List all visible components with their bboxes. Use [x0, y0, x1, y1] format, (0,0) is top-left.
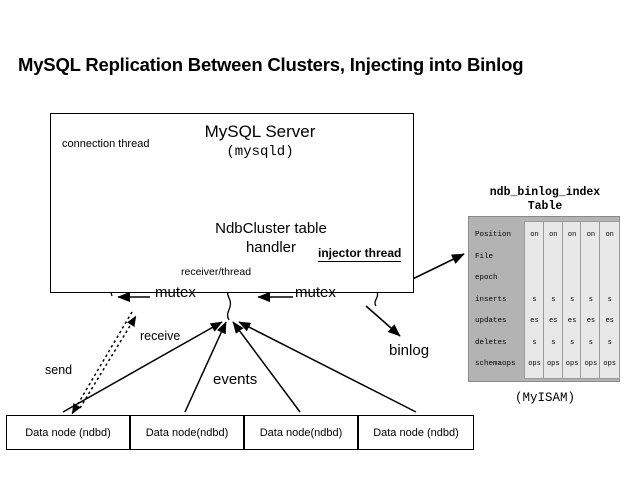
receive-label: receive	[140, 329, 181, 343]
table-cell: s	[551, 295, 556, 304]
table-cell: es	[530, 317, 539, 325]
table-cell: s	[588, 338, 593, 347]
connection-thread-label: connection thread	[62, 138, 150, 150]
table-cell: s	[588, 295, 593, 304]
table-cell: s	[551, 338, 556, 347]
table-cell: es	[549, 317, 558, 325]
table-cell: on	[530, 231, 539, 239]
table-cell: ops	[603, 360, 616, 368]
data-node-1-label: Data node (ndbd)	[25, 426, 111, 439]
receiver-thread-label: receiver/thread	[181, 266, 252, 278]
myisam-engine-text: (MyISAM)	[514, 391, 575, 405]
mysql-server-label: MySQL Server	[204, 122, 316, 141]
table-row-label: File	[475, 252, 494, 261]
table-cell: s	[569, 295, 575, 304]
events-label: events	[213, 371, 258, 388]
mysqld-process-label: (mysqld)	[226, 144, 294, 160]
data-node-4-label: Data node (ndbd)	[373, 426, 459, 439]
ndb-binlog-index-title-line2: Table	[527, 200, 563, 213]
table-row-label: inserts	[475, 295, 507, 304]
table-cell: ops	[528, 360, 541, 368]
table-cell: on	[567, 231, 577, 239]
table-cell: ops	[584, 360, 598, 368]
data-node-4[interactable]	[358, 415, 474, 450]
mutex-right-label: mutex	[295, 284, 336, 301]
ndb-binlog-index-title-line1: ndb_binlog_index	[489, 186, 601, 199]
send-label: send	[45, 363, 73, 377]
table-cell: on	[549, 231, 558, 239]
table-row-label: updates	[475, 317, 507, 325]
table-cell: s	[607, 295, 612, 304]
table-row-label: schemaops	[475, 360, 516, 368]
data-node-1[interactable]	[6, 415, 130, 450]
table-cell: ops	[546, 360, 560, 368]
table-cell: s	[532, 295, 537, 304]
handler-label: handler	[245, 239, 297, 256]
injector-thread-label: injector thread	[318, 246, 402, 260]
table-cell: on	[586, 231, 596, 239]
table-row-label: epoch	[475, 274, 498, 282]
table-cell: on	[605, 231, 614, 239]
data-node-2[interactable]	[130, 415, 244, 450]
data-node-2-label: Data node(ndbd)	[145, 426, 229, 439]
table-row-label: deletes	[475, 338, 507, 347]
myisam-engine-label	[458, 390, 632, 405]
table-cell: s	[569, 338, 575, 347]
binlog-label: binlog	[389, 342, 430, 359]
ndb-binlog-index-table	[468, 216, 620, 382]
table-cell: s	[607, 338, 612, 347]
page-title: MySQL Replication Between Clusters, Injecting into Binlog	[18, 54, 524, 75]
data-node-3-label: Data node(ndbd)	[259, 426, 343, 439]
table-cell: es	[567, 317, 577, 325]
table-cell: s	[532, 338, 537, 347]
table-cell: es	[586, 317, 596, 325]
table-cell: es	[605, 317, 614, 325]
mutex-left-label: mutex	[155, 284, 196, 301]
table-row-label: Position	[475, 231, 512, 239]
data-node-3[interactable]	[244, 415, 358, 450]
ndbcluster-table-label: NdbCluster table	[215, 220, 327, 237]
table-cell: ops	[565, 360, 579, 368]
ndb-binlog-index-title	[458, 186, 632, 214]
